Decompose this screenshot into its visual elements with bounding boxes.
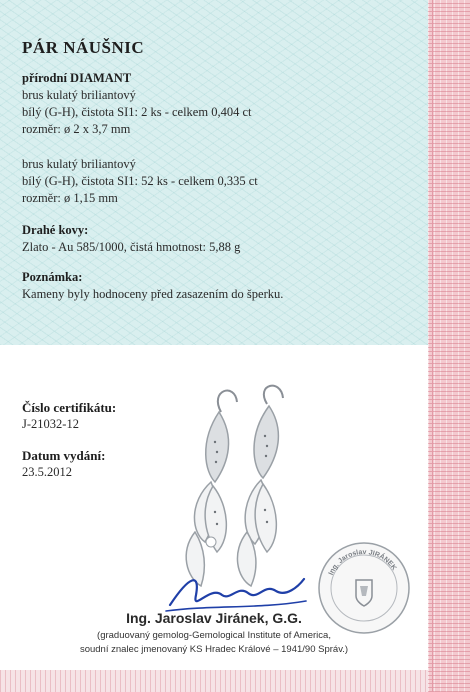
seal-text: Ing. Jaroslav JIRÁNEK (327, 548, 398, 577)
page-title: PÁR NÁUŠNIC (22, 38, 145, 57)
signatory-name: Ing. Jaroslav Jiránek, G.G. (126, 610, 302, 626)
issue-date-label: Datum vydání: (22, 448, 106, 463)
decorative-bottom-strip (0, 670, 428, 692)
diamond-heading: přírodní DIAMANT (22, 71, 132, 85)
metals-block (22, 222, 240, 256)
stone1-size: rozměr: ø 2 x 3,7 mm (22, 122, 131, 136)
diamond-stone1-block (22, 70, 251, 138)
stone2-cut: brus kulatý briliantový (22, 157, 136, 171)
note-block (22, 269, 283, 303)
issue-date-block (22, 447, 105, 481)
signatory-credentials-line2: soudní znalec jmenovaný KS Hradec Králové – 1941/90 Správ.) (79, 644, 349, 655)
certificate-number-value: J-21032-12 (22, 417, 79, 431)
metals-value: Zlato - Au 585/1000, čistá hmotnost: 5,88 g (22, 240, 241, 254)
stone1-quality: bílý (G-H), čistota SI1: 2 ks - celkem 0,404 ct (22, 105, 252, 119)
metals-heading: Drahé kovy: (22, 223, 89, 237)
decorative-right-border (428, 0, 470, 692)
signatory-credentials-line1: (graduovaný gemolog-Gemological Institute of America, (97, 630, 331, 641)
note-heading: Poznámka: (22, 270, 83, 284)
stone2-quality: bílý (G-H), čistota SI1: 52 ks - celkem 0,335 ct (22, 174, 258, 188)
note-value: Kameny byly hodnoceny před zasazením do šperku. (22, 287, 284, 301)
stone2-size: rozměr: ø 1,15 mm (22, 191, 118, 205)
certificate-number-block (22, 399, 116, 433)
issue-date-value: 23.5.2012 (22, 465, 72, 479)
diamond-stone2-block (22, 156, 258, 207)
stone1-cut: brus kulatý briliantový (22, 88, 136, 102)
certificate-number-label: Číslo certifikátu: (22, 400, 117, 415)
